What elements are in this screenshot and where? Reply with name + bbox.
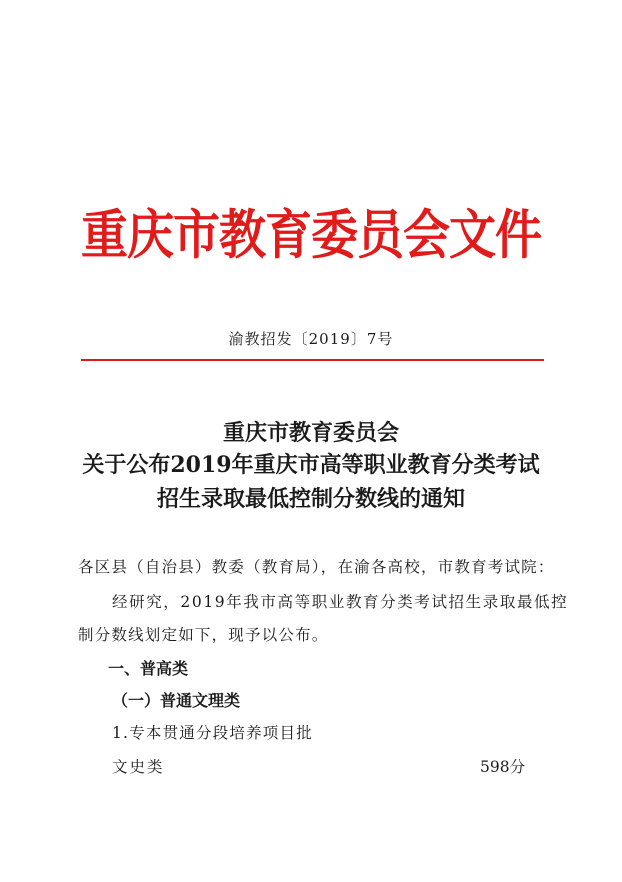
- title-line-3: 招生录取最低控制分数线的通知: [156, 486, 465, 512]
- addressee: 各区县（自治县）教委（教育局），在渝各高校，市教育考试院：: [78, 558, 555, 576]
- title-line-1: 重庆市教育委员会: [222, 420, 399, 446]
- document-number: 渝教招发〔2019〕7号: [228, 330, 394, 348]
- issuer-title: 重庆市教育委员会文件: [81, 204, 541, 267]
- list-item: 1.专本贯通分段培养项目批: [112, 724, 313, 742]
- body-paragraph-line-1: 经研究，2019年我市高等职业教育分类考试招生录取最低控: [112, 593, 569, 611]
- score-category-label: 文史类: [112, 758, 165, 776]
- subsection-heading: （一）普通文理类: [112, 691, 241, 710]
- title-line-2: 关于公布2019年重庆市高等职业教育分类考试: [82, 452, 540, 478]
- red-divider: [81, 359, 544, 361]
- score-value: 598分: [480, 758, 526, 776]
- section-heading: 一、普高类: [108, 659, 189, 678]
- body-paragraph-line-2: 制分数线划定如下，现予以公布。: [78, 626, 329, 644]
